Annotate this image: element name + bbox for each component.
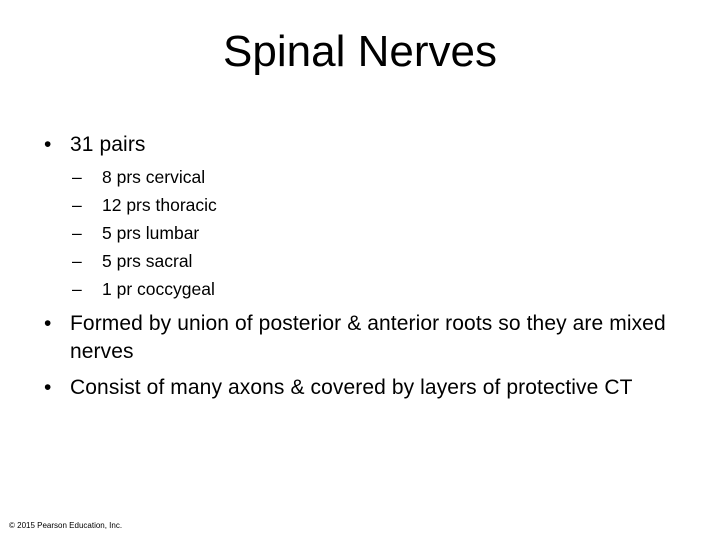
sub-bullet-item — [72, 275, 217, 303]
dash-marker: – — [72, 279, 82, 299]
slide-title: Spinal Nerves — [223, 27, 497, 76]
sub-bullet-list — [72, 163, 217, 303]
sub-bullet-text: 12 prs thoracic — [102, 195, 217, 215]
bullet-text: Consist of many axons & covered by layers of protective CT — [70, 376, 633, 399]
sub-bullet-item — [72, 163, 217, 191]
dash-marker: – — [72, 195, 82, 215]
sub-bullet-item — [72, 247, 217, 275]
sub-bullet-text: 5 prs lumbar — [102, 223, 200, 243]
copyright-footer: © 2015 Pearson Education, Inc. — [9, 521, 123, 530]
sub-bullet-item — [72, 191, 217, 219]
bullet-item — [44, 374, 684, 402]
dash-marker: – — [72, 223, 82, 243]
bullet-marker: • — [44, 312, 52, 335]
bullet-text: 31 pairs — [70, 133, 146, 156]
bullet-marker: • — [44, 376, 52, 399]
sub-bullet-text: 5 prs sacral — [102, 251, 193, 271]
bullet-text: Formed by union of posterior & anterior roots so they are mixed nerves — [70, 312, 666, 363]
sub-bullet-text: 1 pr coccygeal — [102, 279, 215, 299]
dash-marker: – — [72, 167, 82, 187]
bullet-marker: • — [44, 133, 52, 156]
dash-marker: – — [72, 251, 82, 271]
sub-bullet-item — [72, 219, 217, 247]
bullet-item — [44, 131, 684, 159]
bullet-item — [44, 310, 684, 366]
sub-bullet-text: 8 prs cervical — [102, 167, 206, 187]
